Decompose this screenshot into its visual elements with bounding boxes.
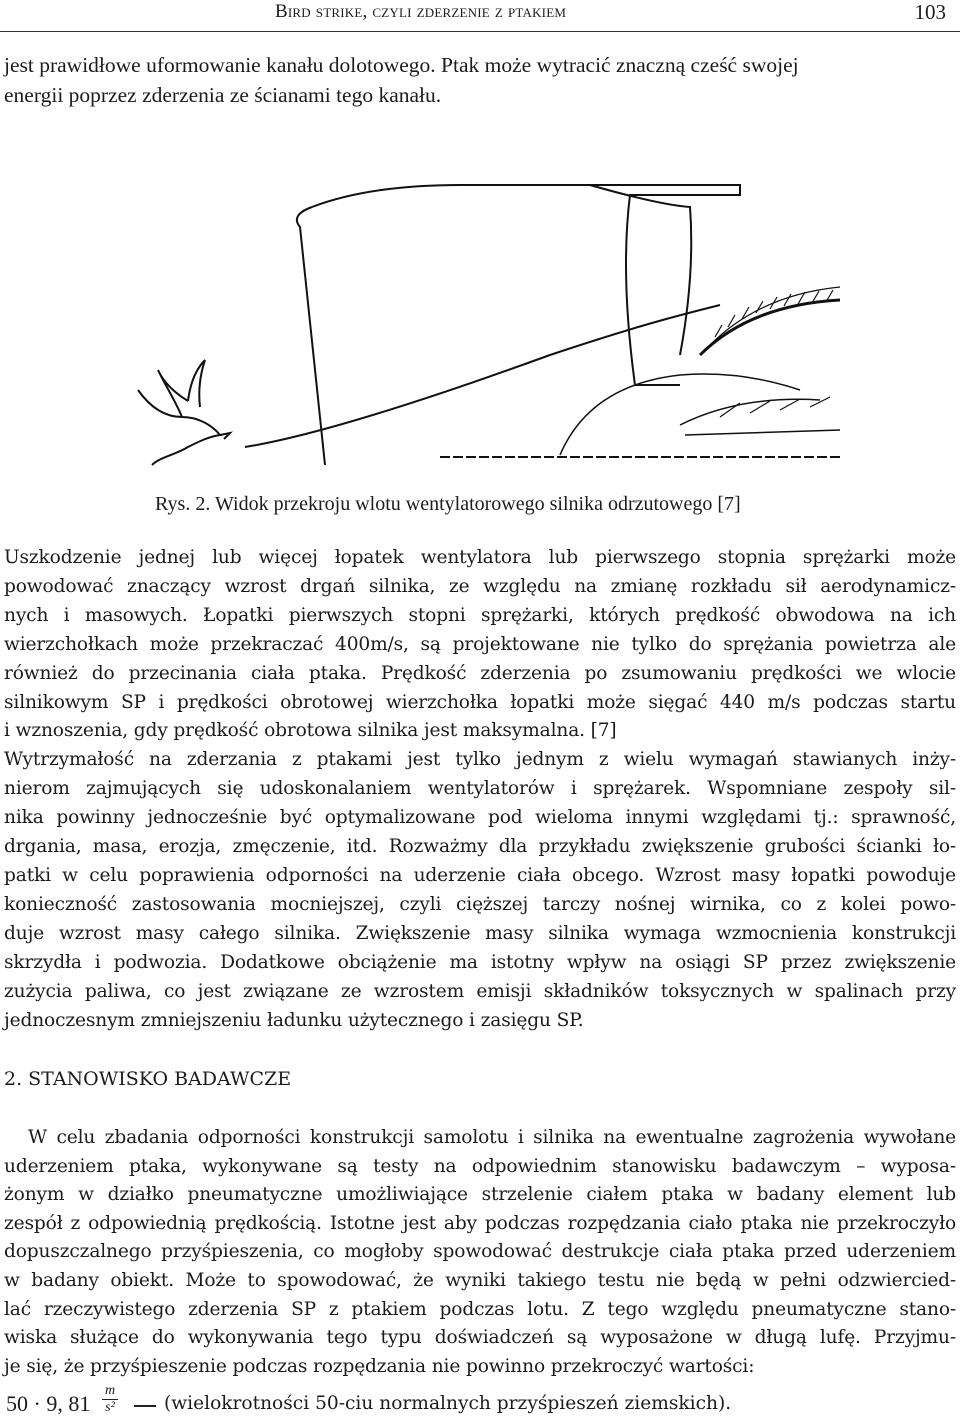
text-line: uderzeniem ptaka, wykonywane są testy na odpowiednim stanowisku badawczym – wyposa- bbox=[4, 1155, 956, 1177]
paragraph-test-stand bbox=[4, 1124, 956, 1381]
acceleration-formula bbox=[4, 1385, 954, 1423]
intro-paragraph bbox=[4, 50, 956, 111]
page-number: 103 bbox=[914, 0, 946, 24]
text-line: żonym w działko pneumatyczne umożliwiające strzelenie ciałem ptaka w badany element lub bbox=[4, 1184, 956, 1206]
section-heading: 2. STANOWISKO BADAWCZE bbox=[4, 1068, 292, 1090]
text-line: nierom zajmujących się udoskonalaniem wentylatorów i sprężarek. Wspomniane zespoły sil- bbox=[4, 778, 956, 800]
text-line: Wytrzymałość na zderzania z ptakami jest tylko jednym z wielu wymagań stawianych inży- bbox=[4, 749, 956, 771]
running-title: Bird strike, czyli zderzenie z ptakiem bbox=[275, 1, 567, 22]
text-line: Uszkodzenie jednej lub więcej łopatek wentylatora lub pierwszego stopnia sprężarki może bbox=[4, 547, 956, 568]
text-line: w badany obiekt. Może to spowodować, że wyniki takiego testu nie będą w pełni odzwiercied- bbox=[4, 1269, 956, 1291]
page-header bbox=[0, 0, 960, 32]
text-line: zużycia paliwa, co jest związane ze wzrostem emisji składników toksycznych w spalinach przy bbox=[4, 980, 956, 1002]
text-line: duje wzrost masy całego silnika. Zwiększenie masy silnika wymaga wzmocnienia konstrukcji bbox=[4, 922, 956, 944]
text-line: skrzydła i podwozia. Dodatkowe obciążenie ma istotny wpływ na osiągi SP przez zwiększenie bbox=[4, 951, 956, 973]
text-line: dopuszczalnego przyśpieszenia, co mogłoby spowodować destrukcje ciała ptaka przed uderzeniem bbox=[4, 1241, 956, 1263]
text-line: drgania, masa, erozja, zmęczenie, itd. Rozważmy dla przykładu zwiększenie grubości ścianki ło- bbox=[4, 836, 956, 858]
unit-numerator: m bbox=[102, 1383, 118, 1400]
text-line: lać rzeczywistego zderzenia SP z ptakiem podczas lotu. Z tego względu pneumatyczne stano- bbox=[4, 1298, 956, 1320]
formula-explanation: (wielokrotności 50-ciu normalnych przyśpieszeń ziemskich). bbox=[164, 1393, 732, 1414]
formula-expression: 50 · 9, 81 bbox=[6, 1391, 91, 1416]
text-line: nika powinny jednocześnie być optymalizowane pod wieloma innymi względami tj.: sprawność, bbox=[4, 807, 956, 829]
text-line: konieczność zastosowania mocniejszej, czyli cięższej tarczy nośnej wirnika, co z kolei powo- bbox=[4, 893, 956, 915]
text-line: wierzchołkach może przekraczać 400m/s, są projektowane nie tylko do sprężania powietrza ale bbox=[4, 633, 956, 655]
formula-unit bbox=[102, 1383, 118, 1416]
em-dash bbox=[134, 1405, 156, 1407]
text-line: W celu zbadania odporności konstrukcji samolotu i silnika na ewentualne zagrożenia wywołane bbox=[28, 1127, 956, 1148]
text-line: i wznoszenia, gdy prędkość obrotowa silnika jest maksymalna. [7] bbox=[4, 720, 617, 742]
text-line: patki w celu poprawienia odporności na uderzenie ciała obcego. Wzrost masy łopatki powoduje bbox=[4, 864, 956, 886]
text-line: nych i masowych. Łopatki pierwszych stopni sprężarki, których prędkość obwodowa na ich bbox=[4, 604, 956, 626]
text-line: powodować znaczący wzrost drgań silnika, ze względu na zmianę rozkładu sił aerodynamicz- bbox=[4, 575, 956, 597]
paragraph-bird-strike-effects bbox=[4, 544, 956, 1035]
bird-icon bbox=[138, 360, 230, 465]
figure-caption: Rys. 2. Widok przekroju wlotu wentylatorowego silnika odrzutowego [7] bbox=[155, 493, 741, 515]
text-line: jednoczesnym zmniejszeniu ładunku użytecznego i zasięgu SP. bbox=[4, 1009, 584, 1031]
text-line: jest prawidłowe uformowanie kanału dolotowego. Ptak może wytracić znaczną cześć swojej bbox=[4, 53, 799, 77]
engine-inlet-figure bbox=[120, 155, 840, 475]
text-line: również do przecinania ciała ptaka. Prędkość zderzenia po zsumowaniu prędkości we wlocie bbox=[4, 662, 956, 684]
text-line: zespół z odpowiednią prędkością. Istotne jest aby podczas rozpędzania ciało ptaka nie przekroczyło bbox=[4, 1212, 956, 1234]
text-line: energii poprzez zderzenia ze ścianami tego kanału. bbox=[4, 83, 442, 108]
header-rule bbox=[0, 31, 960, 32]
unit-denominator: s² bbox=[105, 1400, 115, 1415]
text-line: je się, że przyśpieszenie podczas rozpędzania nie powinno przekroczyć wartości: bbox=[4, 1355, 755, 1377]
text-line: silnikowym SP i prędkości obrotowej wierzchołka łopatki może sięgać 440 m/s podczas startu bbox=[4, 691, 956, 713]
engine-inlet-drawing bbox=[120, 155, 840, 475]
text-line: wiska służące do wykonywania tego typu doświadczeń są wyposażone w długą lufę. Przyjmu- bbox=[4, 1327, 956, 1349]
